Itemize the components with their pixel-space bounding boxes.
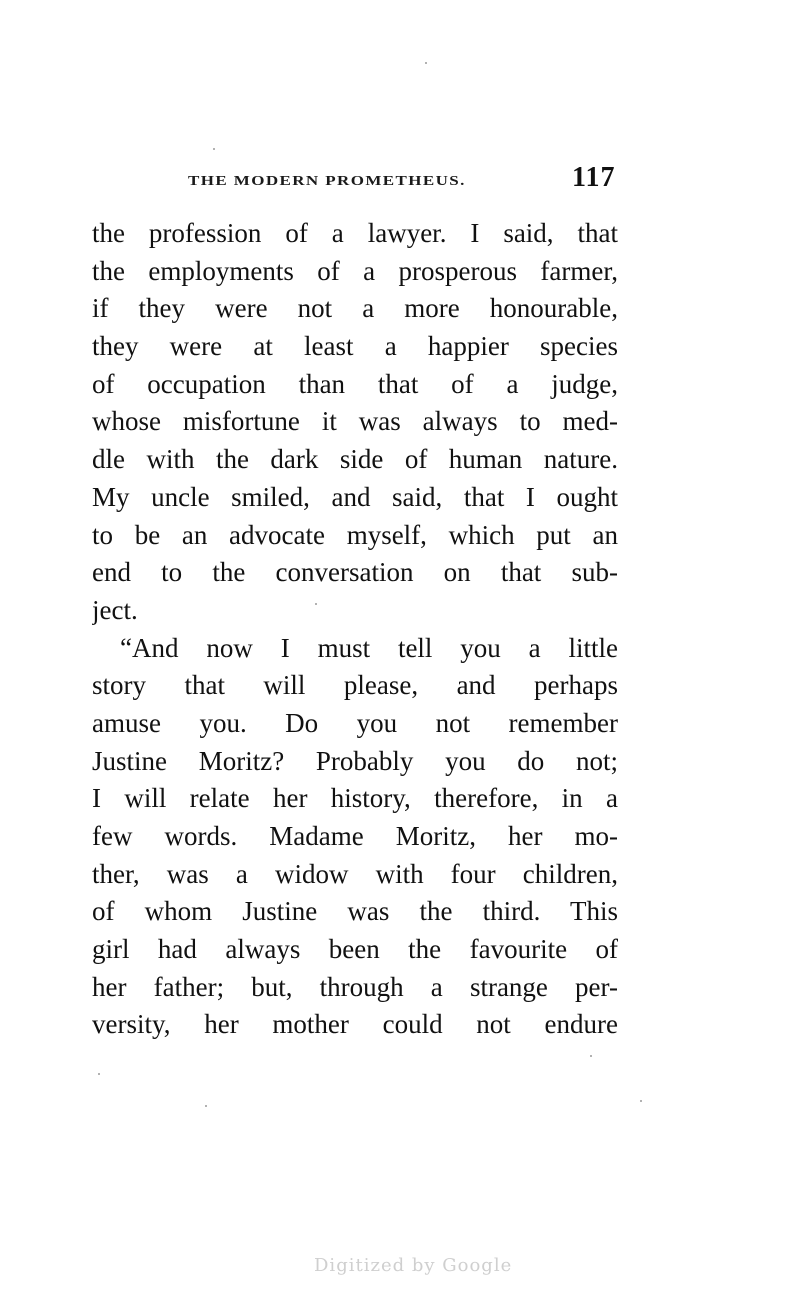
text-line: few words. Madame Moritz, her mo-: [92, 821, 618, 851]
text-line: to be an advocate myself, which put an: [92, 519, 618, 550]
text-line-paragraph-start: “And now I must tell you a little: [120, 632, 618, 663]
text-line: the employments of a prosperous farmer,: [92, 255, 618, 286]
text-line: dle with the dark side of human nature.: [92, 444, 618, 475]
text-line: the profession of a lawyer. I said, that: [92, 218, 618, 248]
page-number: 117: [572, 162, 616, 193]
text-line: I will relate her history, therefore, in a: [92, 783, 618, 814]
google-watermark: Digitized by Google: [314, 1255, 513, 1276]
text-line: amuse you. Do you not remember: [92, 707, 618, 738]
scan-speck: [590, 1055, 592, 1057]
text-line: versity, her mother could not endure: [92, 1009, 618, 1040]
text-line: Justine Moritz? Probably you do not;: [92, 745, 618, 776]
text-line: whose misfortune it was always to med-: [92, 406, 618, 437]
scan-speck: [205, 1105, 207, 1107]
text-line: girl had always been the favourite of: [92, 934, 618, 965]
text-line: My uncle smiled, and said, that I ought: [92, 481, 618, 512]
text-line: her father; but, through a strange per-: [92, 971, 618, 1002]
text-line: ther, was a widow with four children,: [92, 858, 618, 889]
text-line: end to the conversation on that sub-: [92, 557, 618, 588]
running-title: THE MODERN PROMETHEUS.: [188, 172, 466, 189]
body-text: [92, 215, 618, 1044]
text-line: story that will please, and perhaps: [92, 670, 618, 701]
scan-speck: [213, 148, 215, 150]
text-line: of occupation than that of a judge,: [92, 368, 618, 399]
text-line: if they were not a more honourable,: [92, 293, 618, 324]
text-line: of whom Justine was the third. This: [92, 896, 618, 927]
scan-speck: [640, 1100, 642, 1102]
text-line: ject.: [92, 594, 138, 625]
scan-speck: [425, 62, 427, 64]
text-line: they were at least a happier species: [92, 331, 618, 362]
running-head: [0, 162, 786, 194]
scan-speck: [98, 1073, 100, 1075]
